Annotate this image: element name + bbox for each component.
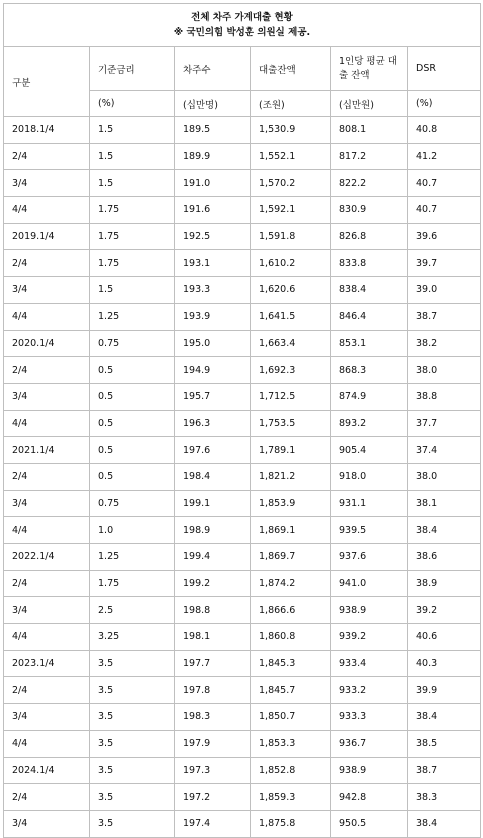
cell-dsr: 39.9 — [408, 677, 481, 704]
cell-avg-loan-balance: 893.2 — [331, 410, 408, 437]
header-loan-balance: 대출잔액 — [251, 47, 331, 91]
cell-dsr: 37.7 — [408, 410, 481, 437]
cell-dsr: 38.1 — [408, 490, 481, 517]
cell-base-rate: 3.5 — [90, 757, 175, 784]
table-row — [4, 517, 481, 544]
cell-base-rate: 1.75 — [90, 570, 175, 597]
cell-loan-balance: 1,789.1 — [251, 437, 331, 464]
table-row — [4, 330, 481, 357]
cell-base-rate: 0.5 — [90, 410, 175, 437]
table-row — [4, 250, 481, 277]
cell-loan-balance: 1,641.5 — [251, 303, 331, 330]
cell-dsr: 38.7 — [408, 757, 481, 784]
cell-loan-balance: 1,620.6 — [251, 277, 331, 304]
loan-table-container — [3, 3, 480, 838]
table-row — [4, 197, 481, 224]
cell-borrowers: 195.7 — [175, 383, 251, 410]
cell-loan-balance: 1,753.5 — [251, 410, 331, 437]
unit-base-rate: (%) — [90, 91, 175, 117]
cell-period: 2/4 — [4, 357, 90, 384]
cell-period: 2/4 — [4, 570, 90, 597]
cell-period: 4/4 — [4, 517, 90, 544]
cell-borrowers: 196.3 — [175, 410, 251, 437]
cell-base-rate: 1.75 — [90, 223, 175, 250]
cell-base-rate: 1.5 — [90, 277, 175, 304]
unit-loan-balance: (조원) — [251, 91, 331, 117]
table-row — [4, 570, 481, 597]
cell-dsr: 40.7 — [408, 197, 481, 224]
cell-borrowers: 194.9 — [175, 357, 251, 384]
table-row — [4, 303, 481, 330]
table-row — [4, 463, 481, 490]
cell-avg-loan-balance: 874.9 — [331, 383, 408, 410]
cell-avg-loan-balance: 938.9 — [331, 757, 408, 784]
cell-avg-loan-balance: 838.4 — [331, 277, 408, 304]
table-row — [4, 383, 481, 410]
cell-dsr: 40.7 — [408, 170, 481, 197]
unit-dsr: (%) — [408, 91, 481, 117]
cell-base-rate: 3.5 — [90, 810, 175, 837]
cell-loan-balance: 1,592.1 — [251, 197, 331, 224]
cell-loan-balance: 1,850.7 — [251, 704, 331, 731]
header-base-rate: 기준금리 — [90, 47, 175, 91]
cell-loan-balance: 1,570.2 — [251, 170, 331, 197]
cell-avg-loan-balance: 939.2 — [331, 624, 408, 651]
cell-base-rate: 1.5 — [90, 170, 175, 197]
table-title — [4, 4, 481, 47]
cell-period: 2021.1/4 — [4, 437, 90, 464]
cell-avg-loan-balance: 938.9 — [331, 597, 408, 624]
cell-avg-loan-balance: 846.4 — [331, 303, 408, 330]
cell-borrowers: 197.2 — [175, 784, 251, 811]
cell-loan-balance: 1,859.3 — [251, 784, 331, 811]
cell-borrowers: 198.4 — [175, 463, 251, 490]
cell-borrowers: 197.4 — [175, 810, 251, 837]
cell-dsr: 39.2 — [408, 597, 481, 624]
table-row — [4, 223, 481, 250]
cell-avg-loan-balance: 905.4 — [331, 437, 408, 464]
cell-base-rate: 3.5 — [90, 730, 175, 757]
cell-borrowers: 191.0 — [175, 170, 251, 197]
cell-base-rate: 0.75 — [90, 490, 175, 517]
cell-dsr: 38.4 — [408, 810, 481, 837]
cell-avg-loan-balance: 868.3 — [331, 357, 408, 384]
cell-period: 3/4 — [4, 490, 90, 517]
cell-dsr: 38.8 — [408, 383, 481, 410]
cell-period: 2023.1/4 — [4, 650, 90, 677]
cell-borrowers: 193.3 — [175, 277, 251, 304]
cell-base-rate: 0.5 — [90, 357, 175, 384]
header-label-row — [4, 47, 481, 91]
cell-borrowers: 197.9 — [175, 730, 251, 757]
cell-borrowers: 197.7 — [175, 650, 251, 677]
cell-borrowers: 197.6 — [175, 437, 251, 464]
cell-loan-balance: 1,874.2 — [251, 570, 331, 597]
table-row — [4, 490, 481, 517]
cell-loan-balance: 1,852.8 — [251, 757, 331, 784]
cell-dsr: 38.0 — [408, 463, 481, 490]
cell-period: 2019.1/4 — [4, 223, 90, 250]
cell-period: 2/4 — [4, 143, 90, 170]
cell-dsr: 38.5 — [408, 730, 481, 757]
table-row — [4, 757, 481, 784]
cell-loan-balance: 1,530.9 — [251, 117, 331, 144]
cell-loan-balance: 1,552.1 — [251, 143, 331, 170]
cell-borrowers: 199.4 — [175, 544, 251, 571]
cell-dsr: 37.4 — [408, 437, 481, 464]
cell-base-rate: 3.5 — [90, 650, 175, 677]
cell-borrowers: 199.2 — [175, 570, 251, 597]
cell-avg-loan-balance: 939.5 — [331, 517, 408, 544]
cell-borrowers: 198.3 — [175, 704, 251, 731]
unit-borrowers: (십만명) — [175, 91, 251, 117]
cell-period: 2/4 — [4, 677, 90, 704]
cell-dsr: 38.9 — [408, 570, 481, 597]
cell-base-rate: 1.25 — [90, 544, 175, 571]
cell-period: 3/4 — [4, 383, 90, 410]
cell-dsr: 41.2 — [408, 143, 481, 170]
cell-base-rate: 3.5 — [90, 677, 175, 704]
cell-borrowers: 189.5 — [175, 117, 251, 144]
cell-period: 4/4 — [4, 303, 90, 330]
cell-borrowers: 197.3 — [175, 757, 251, 784]
cell-base-rate: 0.5 — [90, 463, 175, 490]
header-borrowers: 차주수 — [175, 47, 251, 91]
cell-borrowers: 193.9 — [175, 303, 251, 330]
table-row — [4, 650, 481, 677]
cell-loan-balance: 1,845.3 — [251, 650, 331, 677]
cell-dsr: 38.2 — [408, 330, 481, 357]
cell-base-rate: 0.75 — [90, 330, 175, 357]
table-row — [4, 784, 481, 811]
table-body — [4, 4, 481, 838]
cell-period: 3/4 — [4, 704, 90, 731]
cell-borrowers: 193.1 — [175, 250, 251, 277]
table-row — [4, 170, 481, 197]
cell-period: 4/4 — [4, 730, 90, 757]
cell-period: 3/4 — [4, 810, 90, 837]
cell-base-rate: 1.5 — [90, 117, 175, 144]
cell-avg-loan-balance: 822.2 — [331, 170, 408, 197]
cell-borrowers: 195.0 — [175, 330, 251, 357]
cell-avg-loan-balance: 942.8 — [331, 784, 408, 811]
cell-avg-loan-balance: 853.1 — [331, 330, 408, 357]
header-category: 구분 — [4, 47, 90, 117]
cell-dsr: 38.4 — [408, 517, 481, 544]
cell-period: 2022.1/4 — [4, 544, 90, 571]
cell-dsr: 40.3 — [408, 650, 481, 677]
cell-dsr: 39.7 — [408, 250, 481, 277]
cell-avg-loan-balance: 937.6 — [331, 544, 408, 571]
cell-avg-loan-balance: 950.5 — [331, 810, 408, 837]
cell-avg-loan-balance: 830.9 — [331, 197, 408, 224]
cell-base-rate: 2.5 — [90, 597, 175, 624]
cell-loan-balance: 1,853.9 — [251, 490, 331, 517]
cell-base-rate: 0.5 — [90, 437, 175, 464]
cell-loan-balance: 1,591.8 — [251, 223, 331, 250]
table-row — [4, 410, 481, 437]
cell-period: 2024.1/4 — [4, 757, 90, 784]
cell-borrowers: 198.9 — [175, 517, 251, 544]
cell-avg-loan-balance: 933.3 — [331, 704, 408, 731]
cell-borrowers: 197.8 — [175, 677, 251, 704]
cell-borrowers: 189.9 — [175, 143, 251, 170]
cell-period: 4/4 — [4, 410, 90, 437]
cell-avg-loan-balance: 918.0 — [331, 463, 408, 490]
cell-period: 2/4 — [4, 784, 90, 811]
cell-period: 3/4 — [4, 277, 90, 304]
table-row — [4, 677, 481, 704]
cell-avg-loan-balance: 941.0 — [331, 570, 408, 597]
cell-dsr: 39.0 — [408, 277, 481, 304]
table-title-row — [4, 4, 481, 47]
table-row — [4, 624, 481, 651]
cell-dsr: 38.4 — [408, 704, 481, 731]
cell-avg-loan-balance: 808.1 — [331, 117, 408, 144]
cell-period: 4/4 — [4, 197, 90, 224]
cell-period: 2/4 — [4, 250, 90, 277]
household-loan-table — [3, 3, 481, 838]
cell-period: 2018.1/4 — [4, 117, 90, 144]
cell-borrowers: 192.5 — [175, 223, 251, 250]
table-row — [4, 810, 481, 837]
cell-loan-balance: 1,853.3 — [251, 730, 331, 757]
cell-dsr: 38.3 — [408, 784, 481, 811]
table-row — [4, 437, 481, 464]
cell-loan-balance: 1,860.8 — [251, 624, 331, 651]
cell-base-rate: 3.5 — [90, 704, 175, 731]
table-row — [4, 117, 481, 144]
table-row — [4, 544, 481, 571]
cell-loan-balance: 1,869.7 — [251, 544, 331, 571]
cell-borrowers: 191.6 — [175, 197, 251, 224]
cell-avg-loan-balance: 826.8 — [331, 223, 408, 250]
header-avg-loan-balance: 1인당 평균 대출 잔액 — [331, 47, 408, 91]
cell-period: 2/4 — [4, 463, 90, 490]
cell-loan-balance: 1,663.4 — [251, 330, 331, 357]
cell-period: 4/4 — [4, 624, 90, 651]
table-row — [4, 704, 481, 731]
cell-base-rate: 3.25 — [90, 624, 175, 651]
table-row — [4, 357, 481, 384]
cell-base-rate: 1.5 — [90, 143, 175, 170]
cell-loan-balance: 1,845.7 — [251, 677, 331, 704]
cell-base-rate: 1.25 — [90, 303, 175, 330]
cell-period: 2020.1/4 — [4, 330, 90, 357]
table-title-line1: 전체 차주 가계대출 현황 — [191, 12, 293, 23]
table-row — [4, 143, 481, 170]
table-row — [4, 597, 481, 624]
cell-avg-loan-balance: 936.7 — [331, 730, 408, 757]
cell-loan-balance: 1,875.8 — [251, 810, 331, 837]
cell-loan-balance: 1,692.3 — [251, 357, 331, 384]
cell-loan-balance: 1,610.2 — [251, 250, 331, 277]
cell-base-rate: 3.5 — [90, 784, 175, 811]
cell-avg-loan-balance: 817.2 — [331, 143, 408, 170]
unit-avg-loan-balance: (십만원) — [331, 91, 408, 117]
cell-base-rate: 1.75 — [90, 250, 175, 277]
cell-loan-balance: 1,866.6 — [251, 597, 331, 624]
cell-dsr: 38.7 — [408, 303, 481, 330]
cell-period: 3/4 — [4, 170, 90, 197]
cell-avg-loan-balance: 833.8 — [331, 250, 408, 277]
cell-loan-balance: 1,712.5 — [251, 383, 331, 410]
cell-dsr: 38.6 — [408, 544, 481, 571]
table-row — [4, 277, 481, 304]
cell-avg-loan-balance: 933.2 — [331, 677, 408, 704]
table-source-note: ※ 국민의힘 박성훈 의원실 제공. — [173, 27, 311, 38]
cell-period: 3/4 — [4, 597, 90, 624]
cell-dsr: 40.8 — [408, 117, 481, 144]
cell-base-rate: 0.5 — [90, 383, 175, 410]
cell-avg-loan-balance: 931.1 — [331, 490, 408, 517]
cell-loan-balance: 1,869.1 — [251, 517, 331, 544]
cell-base-rate: 1.75 — [90, 197, 175, 224]
cell-borrowers: 198.1 — [175, 624, 251, 651]
cell-dsr: 39.6 — [408, 223, 481, 250]
cell-borrowers: 198.8 — [175, 597, 251, 624]
table-row — [4, 730, 481, 757]
cell-avg-loan-balance: 933.4 — [331, 650, 408, 677]
cell-dsr: 40.6 — [408, 624, 481, 651]
cell-borrowers: 199.1 — [175, 490, 251, 517]
cell-dsr: 38.0 — [408, 357, 481, 384]
header-dsr: DSR — [408, 47, 481, 91]
cell-loan-balance: 1,821.2 — [251, 463, 331, 490]
cell-base-rate: 1.0 — [90, 517, 175, 544]
